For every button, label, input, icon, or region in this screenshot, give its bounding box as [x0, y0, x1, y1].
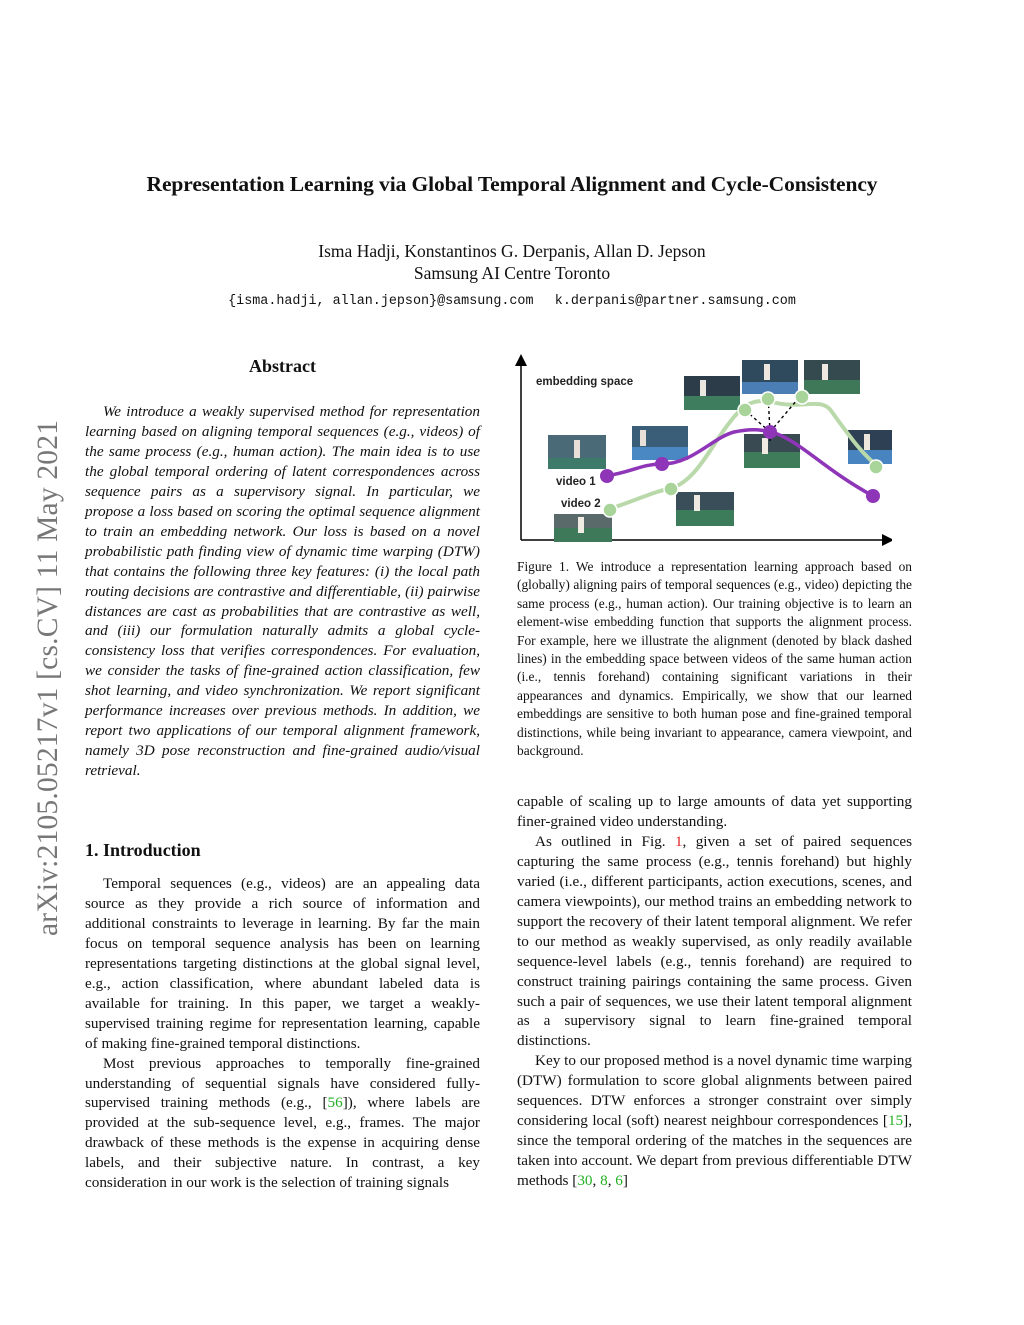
right-paragraph-1: As outlined in Fig. 1, given a set of paired sequences capturing the same process (e.g., tennis forehand) but highly varied (i.e., different participants, action executions, scenes, and camera viewpoints), our method trains an embedding network to support the recovery of their latent temporal alignment. We refer to our method as weakly supervised, as only readily available sequence-level labels (e.g., tennis forehand) are required to construct training pairings containing the same process. Given such a pair of sequences, we use their latent temporal alignment as a supervisory signal to learn fine-grained temporal distinctions. [517, 832, 912, 1050]
citation-link[interactable]: 15 [887, 1112, 904, 1130]
thumbnail [744, 434, 800, 468]
introduction-heading: 1. Introduction [85, 840, 201, 860]
video2-node [603, 503, 617, 517]
embedding-diagram [512, 352, 892, 546]
affiliation: Samsung AI Centre Toronto [413, 263, 611, 283]
figure-1 [512, 352, 892, 546]
email-line [0, 292, 1024, 309]
video2-node [795, 390, 809, 404]
right-column-text [517, 792, 912, 1191]
thumbnail [554, 514, 612, 542]
video2-label: video 2 [561, 498, 601, 510]
author-block [0, 240, 1024, 284]
thumbnail [804, 360, 860, 394]
email-group: {isma.hadji, allan.jepson}@samsung.com [228, 294, 534, 309]
introduction-text [85, 874, 480, 1193]
video1-node [763, 425, 777, 439]
author-names: Isma Hadji, Konstantinos G. Derpanis, Allan D. Jepson [318, 241, 706, 261]
arxiv-id: arXiv:2105.05217v1 [cs.CV] 11 May 2021 [32, 419, 64, 936]
thumbnail [676, 492, 734, 526]
email-single: k.derpanis@partner.samsung.com [554, 294, 796, 309]
intro-paragraph-1: Temporal sequences (e.g., videos) are an appealing data source as they provide a rich source of information and additional constraints to leverage in learning. By far the main focus on temporal sequence analysis has been on learning representations targeting distinctions at the global signal level, e.g., action classification, where abundant labeled data is available for training. In this paper, we target a weakly-supervised training regime for representation learning, capable of making fine-grained temporal distinctions. [85, 875, 480, 1052]
figure-ref-link[interactable]: 1 [674, 832, 683, 850]
figure-caption: Figure 1. We introduce a representation learning approach based on (globally) aligning pairs of temporal sequences (e.g., video) depicting the same process (e.g., human action). Our training objective is to learn an element-wise embedding function that supports the alignment process. For example, here we illustrate the alignment (denoted by black dashed lines) in the embedding space between videos of the same human action (i.e., tennis forehand) containing significant variations in their appearances and dynamics. Empirically, we show that our learned embeddings are sensitive to both human pose and fine-grained temporal distinctions, while being invariant to appearance, camera viewpoint, and background. [517, 559, 912, 759]
citation-link[interactable]: 8 [600, 1172, 608, 1190]
intro-paragraph-2: Most previous approaches to temporally fine-grained understanding of sequential signals have considered fully-supervised training methods (e.g., [56]), where labels are provided at the sub-sequence level, e.g., frames. The major drawback of these methods is the expense in acquiring dense labels, and their subjective nature. In contrast, a key consideration in our work is the selection of training signals [85, 1054, 480, 1192]
abstract-heading: Abstract [249, 356, 316, 376]
thumbnail [742, 360, 798, 394]
right-paragraph-2: Key to our proposed method is a novel dynamic time warping (DTW) formulation to score global alignments between paired sequences. DTW enforces a stronger constraint over simply considering local (soft) nearest neighbour correspondences [15], since the temporal ordering of the matches in the sequences are taken into account. We depart from previous differentiable DTW methods [30, 8, 6] [517, 1052, 912, 1190]
video2-node [761, 392, 775, 406]
arxiv-stamp [32, 346, 64, 936]
video2-node [664, 482, 678, 496]
abstract-paragraph: We introduce a weakly supervised method for representation learning based on aligning temporal sequences (e.g., videos) of the same process (e.g., human action). The main idea is to use the global temporal ordering of latent correspondences across sequence pairs as a supervisory signal. In particular, we propose a loss based on scoring the optimal sequence alignment to train an embedding network. Our loss is based on a novel probabilistic path finding view of dynamic time warping (DTW) that contains the following three key features: (i) the local path routing decisions are contrastive and differentiable, (ii) pairwise distances are cast as probabilities that are contrastive as well, and (iii) our formulation naturally admits a global cycle-consistency loss that verifies correspondences. For evaluation, we consider the tasks of fine-grained action classification, few shot learning, and video synchronization. We report significant performance increases over previous methods. In addition, we report two applications of our temporal alignment framework, namely 3D pose reconstruction and fine-grained audio/visual retrieval. [85, 403, 480, 780]
thumbnail [548, 435, 606, 469]
right-paragraph-0: capable of scaling up to large amounts of data yet supporting finer-grained video understanding. [517, 793, 912, 830]
embedding-space-label: embedding space [536, 376, 634, 388]
video1-node [866, 489, 880, 503]
thumbnail [684, 376, 740, 410]
video2-node [738, 403, 752, 417]
paper-title: Representation Learning via Global Temporal Alignment and Cycle-Consistency [146, 172, 878, 196]
video1-node [655, 457, 669, 471]
citation-link[interactable]: 6 [615, 1172, 623, 1190]
abstract-text [85, 402, 480, 781]
video2-node [869, 460, 883, 474]
thumbnail [632, 426, 688, 460]
video1-label: video 1 [556, 476, 596, 488]
citation-link[interactable]: 56 [327, 1094, 343, 1112]
citation-link[interactable]: 30 [577, 1172, 593, 1190]
video1-node [600, 469, 614, 483]
